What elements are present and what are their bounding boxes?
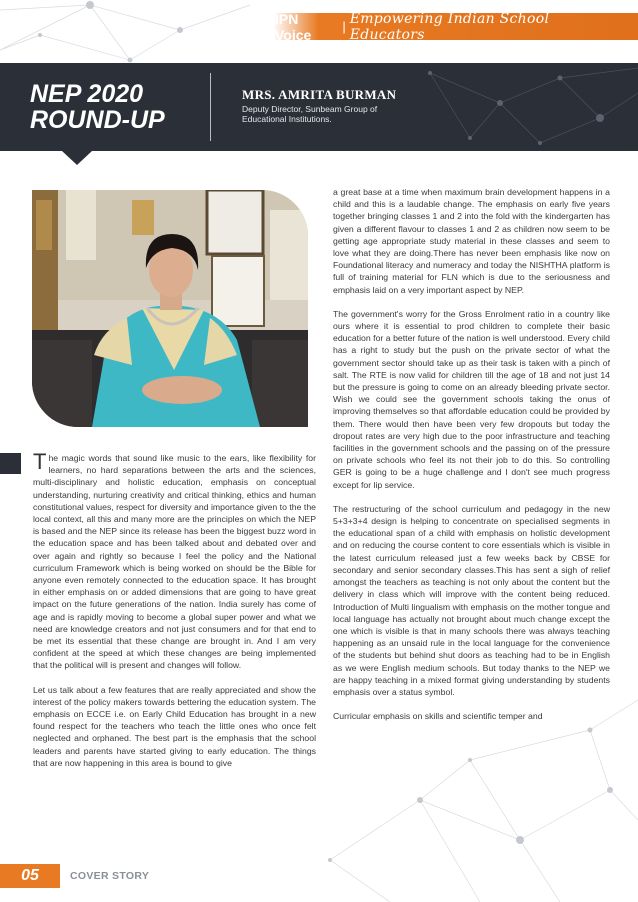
section-title-line1: NEP 2020	[30, 80, 144, 108]
article-right-column	[333, 186, 610, 734]
article-paragraph: The government's worry for the Gross Enrolment ratio in a country like ours where it is essential to prod children to complete their basic education for a better future of the nation is well understood. Every child has a right to study but the push on the private sector of what the government sector should take up as their task is taken with a pinch of salt. The RTE is now valid for children till the age of 18 and not just 14 but the pressure is going to come on an already bleeding private sector. Wish we could see the government schools taking the onus of improving themselves so that affordable education could be provided by them. There would then have been very few dropouts but today the dropout rates are very high due to the poor infrastructure and teaching facilities in the government schools and the passing on of the pressure on private schools who feel its not their job to do this. So controlling GER is going to be a huge challenge and I don't see much progress except for lip service.	[333, 308, 610, 490]
article-paragraph: The restructuring of the school curriculum and pedagogy in the new 5+3+3+4 design is helping to concentrate on specialised segments in the educational span of a child with emphasis on holistic development and on reducing the course content to core essentials which is visible in the latest curriculum released just a few weeks back by CBSE for secondary and senior secondary classes.This has sent a sigh of relief amongst the teachers as teaching is not only about the content but the delivery in class which will improve with the content being reduced. Introduction of Multi lingualism with emphasis on the mother tongue and local language has actually not brought about much change except the one which is visible is that in many schools there was always teaching happening as an unsaid rule in the local language for the convenience of the students but behind shut doors as teaching had to be in English as we were English medium schools. But today thanks to the NEP we are happy teaching in a mixed format giving understanding by students emphasis over a status symbol.	[333, 503, 610, 697]
article-paragraph	[33, 449, 316, 672]
header-divider	[210, 73, 211, 141]
banner-tagline: Empowering Indian School Educators	[349, 10, 550, 43]
article-paragraph: a great base at a time when maximum brain development happens in a child and this is a laudable change. The emphasis on early five years together bringing classes 1 and 2 into the fold with the kindergarten has given a different flavour to classes 1 and 2 as children now seem to be getting age appropriate study material in these classes and seem to love what they are doing.There has never been emphasis like now on Foundational literacy and numeracy and today the NISHTHA platform is full of training material for FLN which is due to the seriousness and emphasis laid on a very important aspect by NEP.	[333, 187, 610, 295]
brand-name: IPN Voice	[275, 10, 312, 43]
author-role: Deputy Director, Sunbeam Group of Educational Institutions.	[242, 104, 378, 124]
drop-cap: T	[33, 449, 47, 474]
article-paragraph: Let us talk about a few features that are really appreciated and show the interest of the policy makers towards bettering the education system. The emphasis on ECCE i.e. on Early Child Education has brought in a new found respect for the teachers who teach the little ones who once felt neglected and orphaned. The best part is the emphasis that the school leaders and parents have started giving to early education. The things that are now happening in this area is bound to give	[33, 684, 316, 768]
top-banner	[275, 10, 638, 43]
author-photo	[32, 190, 308, 427]
page-number: 05	[0, 864, 60, 888]
page-footer	[0, 864, 638, 888]
article-left-column	[33, 449, 316, 781]
article-paragraph: Curricular emphasis on skills and scientific temper and	[333, 711, 543, 722]
banner-separator: |	[342, 19, 346, 34]
paragraph-text: he magic words that sound like music to the ears, like flexibility for learners, no hard separations between the arts and the sciences, multi-disciplinary and holistic education, emphasis on conceptual understanding, nurturing creativity and critical thinking, ethics and human constitutional values, respect for diversity and importance given to the the local context, all this and many more are the principles on which the NEP is based and the NEP since its release has been the biggest buzz word in the education space and has been talked about and debated over and over again and rightly so because I feel the policy and the National curriculum Framework which is being worked on should be the Bible for anyone even remotely connected to the education space. It has brought in either emphasis on or added dimensions that are going to have great impact on the future generations of the nation. India surely has come of age and is rapidly moving to become a global super power and what we need are knowledge creators and not just consumers and for that end to be met its essential that these change are brought in. And I am very confident at the speed at which these changes are being implemented that the political will is present and changes will follow.	[33, 453, 316, 671]
section-title	[30, 81, 165, 133]
decorative-marker	[0, 453, 21, 474]
section-title-line2: ROUND-UP	[30, 106, 165, 134]
header-pointer	[62, 151, 92, 165]
section-label: COVER STORY	[70, 870, 150, 882]
article-header	[0, 63, 638, 151]
author-name: MRS. AMRITA BURMAN	[242, 87, 397, 102]
